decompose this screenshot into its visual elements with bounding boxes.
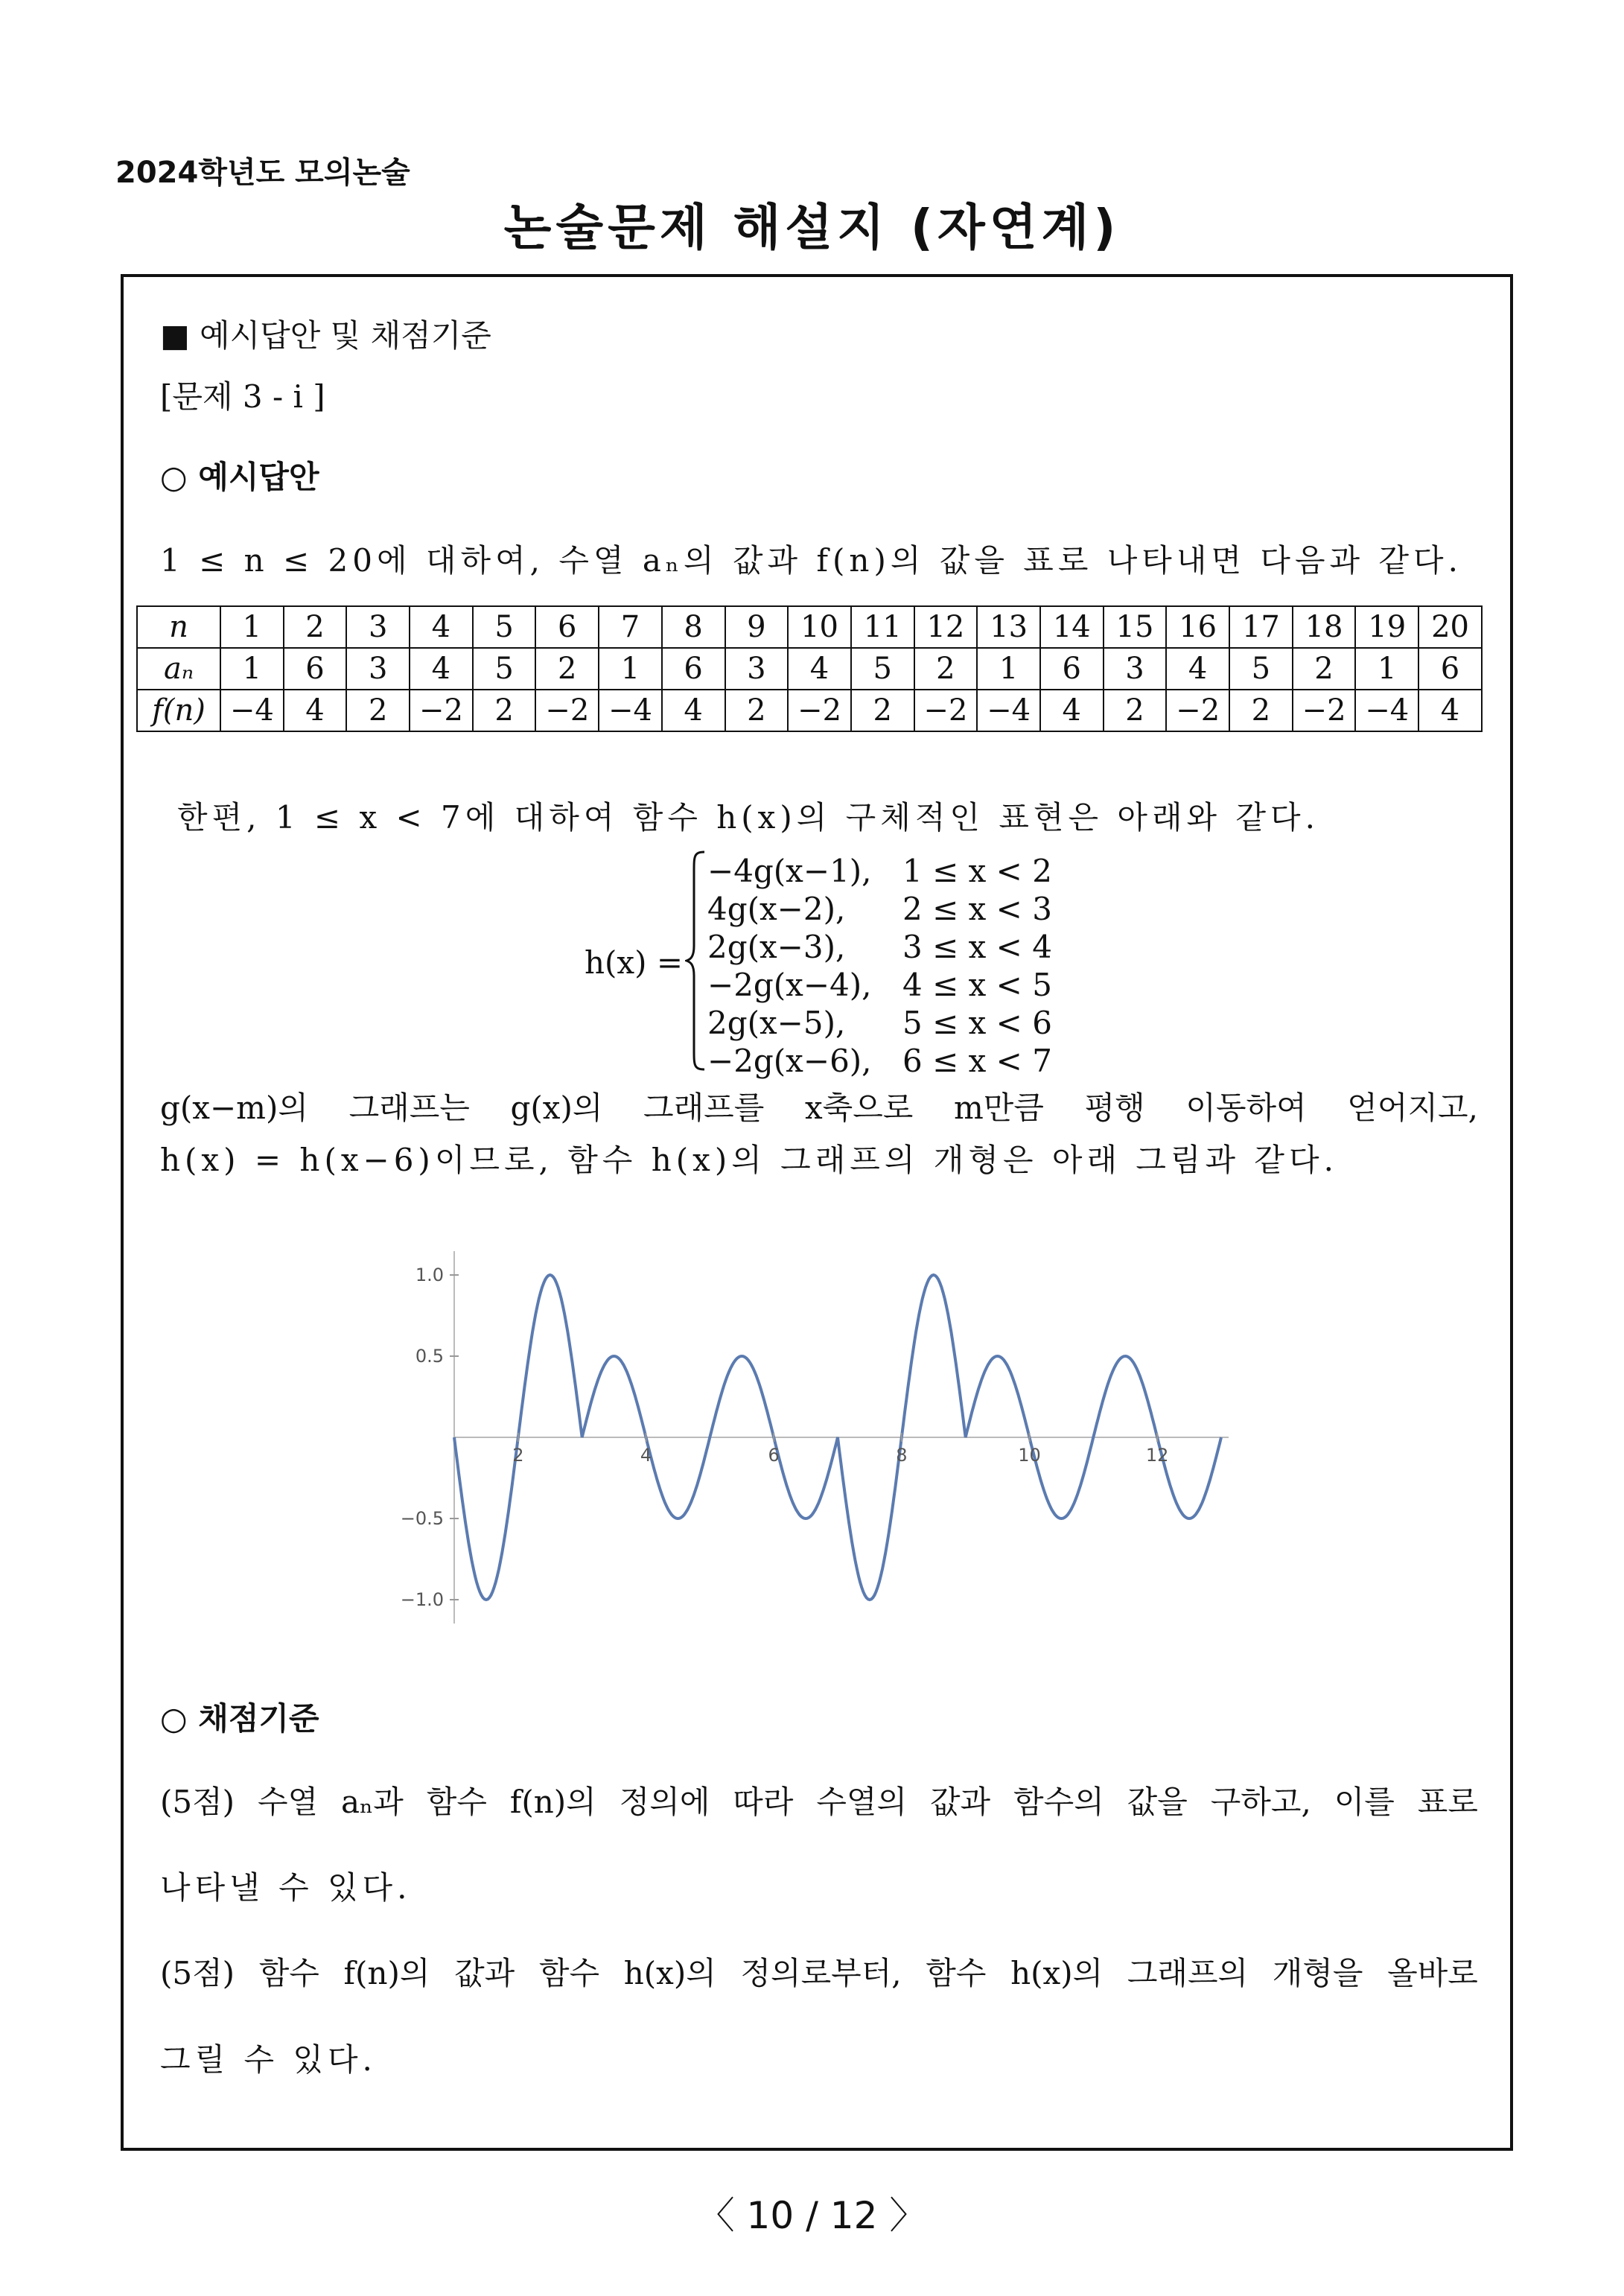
table-cell: 2 (346, 690, 410, 731)
y-tick-label: 1.0 (415, 1265, 444, 1285)
table-cell: 5 (1229, 648, 1293, 690)
table-cell: −4 (599, 690, 662, 731)
table-cell: 2 (851, 690, 914, 731)
y-tick-label: 0.5 (415, 1346, 444, 1367)
table-cell: −4 (1355, 690, 1418, 731)
table-cell: 4 (410, 606, 473, 648)
page-number: 〈 10 / 12 〉 (697, 2194, 927, 2237)
table-cell: 2 (1293, 648, 1356, 690)
grading-item-2-line-2: 그릴 수 있다. (160, 2041, 377, 2078)
x-tick-label: 6 (768, 1445, 780, 1466)
table-cell: 11 (851, 606, 914, 648)
table-cell: 2 (284, 606, 347, 648)
word: 함수 (258, 1955, 319, 1991)
table-cell: 2 (1104, 690, 1167, 731)
word: 값을 (1127, 1784, 1188, 1820)
table-cell: 3 (346, 606, 410, 648)
h-lhs: h(x) = (585, 944, 684, 981)
word: h(x)의 (623, 1955, 716, 1991)
table-cell: −2 (914, 690, 978, 731)
table-cell: 6 (284, 648, 347, 690)
word: f(n)의 (343, 1955, 430, 1991)
table-cell: 9 (725, 606, 789, 648)
h-case-cond: 6 ≤ x < 7 (902, 1043, 1052, 1079)
word: 그래프를 (643, 1090, 765, 1126)
word: 표로 (1417, 1784, 1478, 1820)
sequence-table (136, 605, 1483, 732)
word: 함수의 (1013, 1784, 1104, 1820)
word: 함수 (426, 1784, 487, 1820)
table-cell: 1 (599, 648, 662, 690)
word: f(n)의 (509, 1784, 596, 1820)
table-cell: 6 (1040, 648, 1104, 690)
word: (5점) (160, 1955, 235, 1991)
x-tick-label: 2 (512, 1445, 524, 1466)
table-row-f (137, 690, 1482, 731)
table-cell: 2 (914, 648, 978, 690)
table-cell: 2 (535, 648, 599, 690)
table-cell: −2 (535, 690, 599, 731)
page-title: 논술문제 해설지 (자연계) (503, 199, 1121, 256)
answer-intro: 1 ≤ n ≤ 20에 대하여, 수열 aₙ의 값과 f(n)의 값을 표로 나타내면 다음과 같다. (160, 542, 1462, 579)
header-year-label: 2024학년도 모의논술 (115, 156, 410, 190)
table-cell: 4 (1418, 690, 1482, 731)
table-cell: −2 (788, 690, 851, 731)
h-graph-chart (387, 1251, 1251, 1624)
word: 정의로부터, (740, 1955, 902, 1991)
x-tick-label: 4 (640, 1445, 652, 1466)
table-cell: 1 (220, 606, 284, 648)
problem-label: [문제 3 - i ] (160, 378, 325, 415)
x-tick-label: 12 (1145, 1445, 1169, 1466)
table-cell: 3 (346, 648, 410, 690)
word: 이를 (1334, 1784, 1395, 1820)
table-cell: 13 (977, 606, 1040, 648)
table-cell: 14 (1040, 606, 1104, 648)
table-cell: 15 (1104, 606, 1167, 648)
table-cell: 20 (1418, 606, 1482, 648)
h-case-expr: 2g(x−5), (707, 1005, 846, 1041)
table-cell: 6 (1418, 648, 1482, 690)
word: 값과 (929, 1784, 991, 1820)
table-cell: 4 (1166, 648, 1229, 690)
x-tick-label: 10 (1018, 1445, 1041, 1466)
grading-item-1-line-2: 나타낼 수 있다. (160, 1869, 412, 1906)
left-brace-icon (685, 849, 707, 1072)
explain-line-2: h(x) = h(x−6)이므로, 함수 h(x)의 그래프의 개형은 아래 그림과 같다. (160, 1142, 1338, 1178)
grading-item-2-line-1 (160, 1949, 1478, 1994)
table-cell: 2 (1229, 690, 1293, 731)
h-intro: 한편, 1 ≤ x < 7에 대하여 함수 h(x)의 구체적인 표현은 아래와 같다. (177, 799, 1319, 836)
table-cell: 10 (788, 606, 851, 648)
table-cell: 2 (725, 690, 789, 731)
table-cell: 16 (1166, 606, 1229, 648)
h-case-cond: 3 ≤ x < 4 (902, 929, 1052, 965)
table-cell: 6 (662, 648, 725, 690)
h-case-expr: −4g(x−1), (707, 853, 872, 889)
table-row-a (137, 648, 1482, 690)
table-row-header: aₙ (137, 648, 220, 690)
table-cell: 4 (284, 690, 347, 731)
table-cell: −2 (1293, 690, 1356, 731)
table-cell: 1 (220, 648, 284, 690)
y-tick-label: −0.5 (400, 1508, 444, 1529)
word: 평행 (1084, 1090, 1145, 1126)
word: 얻어지고, (1347, 1090, 1478, 1126)
table-row-n (137, 606, 1482, 648)
grading-heading: ○ 채점기준 (160, 1700, 319, 1737)
table-cell: 7 (599, 606, 662, 648)
table-cell: 5 (473, 648, 536, 690)
table-cell: −2 (1166, 690, 1229, 731)
table-cell: 4 (1040, 690, 1104, 731)
word: 함수 (926, 1955, 987, 1991)
table-cell: −2 (410, 690, 473, 731)
y-tick-label: −1.0 (400, 1589, 444, 1610)
word: g(x−m)의 (160, 1090, 308, 1126)
section-label: ■ 예시답안 및 채점기준 (160, 317, 491, 354)
table-cell: 3 (1104, 648, 1167, 690)
table-cell: 6 (535, 606, 599, 648)
table-cell: 8 (662, 606, 725, 648)
table-cell: 2 (473, 690, 536, 731)
table-cell: 1 (1355, 648, 1418, 690)
h-case-cond: 1 ≤ x < 2 (902, 853, 1052, 889)
table-cell: −4 (977, 690, 1040, 731)
word: 그래프의 (1127, 1955, 1249, 1991)
table-cell: −4 (220, 690, 284, 731)
table-cell: 5 (851, 648, 914, 690)
word: x축으로 (804, 1090, 914, 1126)
h-case-cond: 4 ≤ x < 5 (902, 967, 1052, 1003)
word: 수열의 (816, 1784, 908, 1820)
table-cell: 18 (1293, 606, 1356, 648)
table-cell: 12 (914, 606, 978, 648)
word: 개형을 (1272, 1955, 1363, 1991)
word: (5점) (160, 1784, 235, 1820)
word: 이동하여 (1185, 1090, 1307, 1126)
table-cell: 5 (473, 606, 536, 648)
table-cell: 4 (788, 648, 851, 690)
word: m만큼 (953, 1090, 1044, 1126)
table-cell: 4 (662, 690, 725, 731)
table-row-header: n (137, 606, 220, 648)
table-cell: 3 (725, 648, 789, 690)
word: g(x)의 (510, 1090, 603, 1126)
word: 올바로 (1387, 1955, 1478, 1991)
word: 구하고, (1210, 1784, 1311, 1820)
table-row-header: f(n) (137, 690, 220, 731)
h-case-expr: −2g(x−4), (707, 967, 872, 1003)
word: 정의에 (619, 1784, 710, 1820)
h-case-cond: 2 ≤ x < 3 (902, 891, 1052, 927)
word: 값과 (454, 1955, 515, 1991)
word: 수열 (257, 1784, 319, 1820)
word: aₙ과 (341, 1784, 404, 1820)
h-case-expr: −2g(x−6), (707, 1043, 872, 1079)
answer-heading: ○ 예시답안 (160, 459, 319, 495)
word: h(x)의 (1010, 1955, 1104, 1991)
word: 함수 (538, 1955, 600, 1991)
grading-item-1-line-1 (160, 1778, 1478, 1822)
word: 그래프는 (348, 1090, 470, 1126)
table-cell: 17 (1229, 606, 1293, 648)
h-case-expr: 2g(x−3), (707, 929, 846, 965)
table-cell: 19 (1355, 606, 1418, 648)
x-tick-label: 8 (896, 1445, 908, 1466)
table-cell: 4 (410, 648, 473, 690)
word: 따라 (733, 1784, 794, 1820)
explain-line-1 (160, 1084, 1478, 1128)
h-case-expr: 4g(x−2), (707, 891, 846, 927)
h-case-cond: 5 ≤ x < 6 (902, 1005, 1052, 1041)
table-cell: 1 (977, 648, 1040, 690)
